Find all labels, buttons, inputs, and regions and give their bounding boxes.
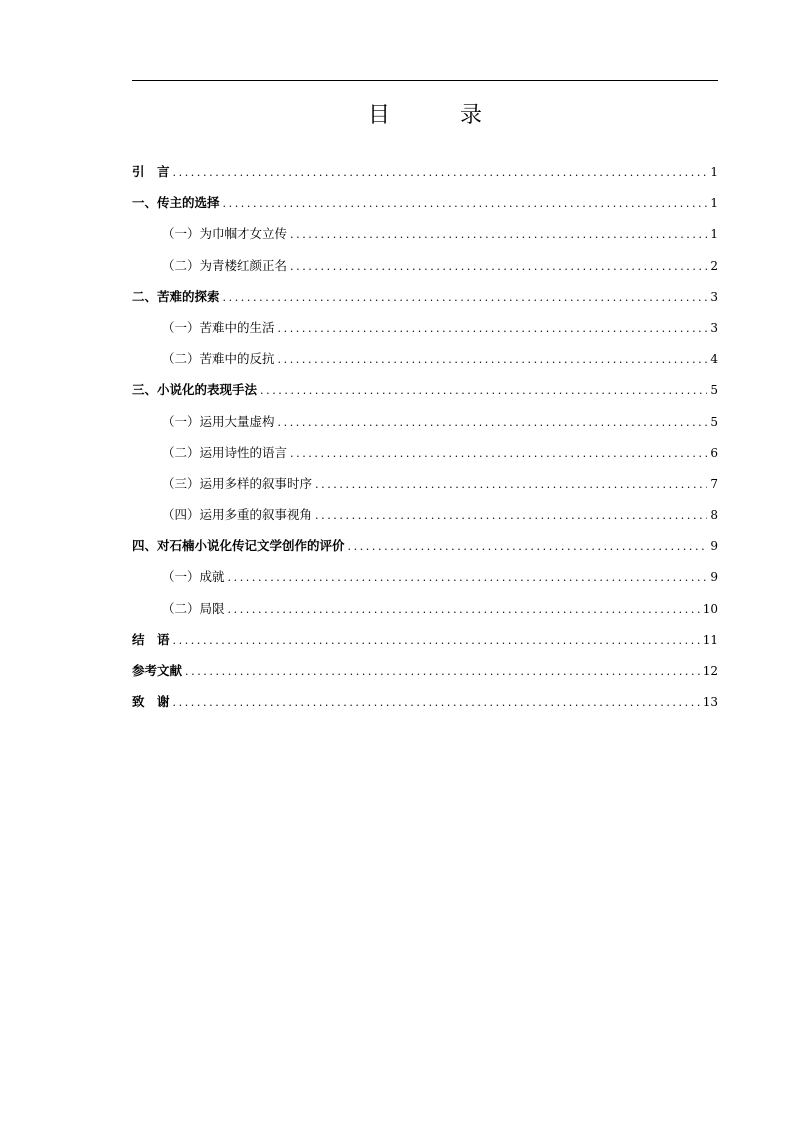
toc-entry-label: 结 语 bbox=[132, 631, 170, 647]
toc-entry-page: 8 bbox=[710, 508, 718, 523]
toc-entry[interactable] bbox=[132, 224, 718, 255]
toc-entry[interactable] bbox=[132, 287, 718, 318]
toc-entry[interactable] bbox=[132, 692, 718, 723]
toc-entry-label: 一、传主的选择 bbox=[132, 195, 220, 211]
toc-entry-label: 四、对石楠小说化传记文学创作的评价 bbox=[132, 538, 345, 554]
toc-entry-label: 引 言 bbox=[132, 164, 170, 179]
toc-entry-page: 7 bbox=[710, 476, 718, 491]
header-rule bbox=[132, 80, 718, 81]
toc-entry[interactable] bbox=[132, 567, 718, 598]
toc-entry-page: 5 bbox=[710, 414, 718, 429]
dot-leader bbox=[348, 537, 708, 557]
toc-entry-page: 2 bbox=[710, 258, 718, 273]
toc-entry[interactable] bbox=[132, 318, 718, 349]
dot-leader bbox=[278, 319, 708, 339]
toc-entry-page: 9 bbox=[710, 539, 718, 554]
toc-entry-page: 1 bbox=[710, 227, 718, 242]
toc-entry-page: 9 bbox=[710, 570, 718, 585]
toc-entry-label: 致 谢 bbox=[132, 694, 170, 710]
dot-leader bbox=[185, 662, 700, 682]
toc-entry-page: 3 bbox=[710, 320, 718, 335]
toc-entry-label: （四）运用多重的叙事视角 bbox=[162, 507, 313, 523]
toc-entry-label: 三、小说化的表现手法 bbox=[132, 382, 258, 398]
toc-entry-page: 4 bbox=[710, 352, 718, 367]
dot-leader bbox=[315, 475, 707, 495]
toc-entry[interactable] bbox=[132, 412, 718, 443]
toc-entry[interactable] bbox=[132, 661, 718, 692]
dot-leader bbox=[228, 600, 700, 620]
dot-leader bbox=[228, 568, 708, 588]
toc-entry-page: 10 bbox=[702, 601, 718, 616]
toc-entry[interactable] bbox=[132, 349, 718, 380]
toc-entry[interactable] bbox=[132, 256, 718, 287]
toc-entry-label: （二）苦难中的反抗 bbox=[162, 351, 275, 367]
dot-leader bbox=[223, 288, 708, 308]
toc-entry-label: （一）苦难中的生活 bbox=[162, 319, 275, 335]
toc-entry-page: 1 bbox=[710, 196, 718, 211]
dot-leader bbox=[278, 350, 708, 370]
dot-leader bbox=[290, 225, 707, 245]
toc-entry[interactable] bbox=[132, 599, 718, 630]
toc-entry[interactable] bbox=[132, 505, 718, 536]
toc-entry-label: （一）运用大量虚构 bbox=[162, 413, 275, 429]
toc-entry-page: 1 bbox=[710, 165, 718, 179]
toc-entry[interactable] bbox=[132, 193, 718, 224]
toc-entry-page: 3 bbox=[710, 289, 718, 304]
table-of-contents bbox=[132, 162, 718, 723]
toc-entry-page: 12 bbox=[702, 664, 718, 678]
dot-leader bbox=[260, 381, 707, 401]
toc-entry[interactable] bbox=[132, 630, 718, 661]
toc-entry-page: 13 bbox=[702, 695, 718, 710]
toc-entry[interactable] bbox=[132, 162, 718, 193]
dot-leader bbox=[278, 413, 708, 433]
dot-leader bbox=[173, 163, 708, 183]
dot-leader bbox=[290, 444, 707, 464]
toc-entry[interactable] bbox=[132, 380, 718, 411]
toc-entry[interactable] bbox=[132, 443, 718, 474]
toc-entry-label: （二）为青楼红颜正名 bbox=[162, 257, 288, 273]
toc-entry-label: （一）为巾帼才女立传 bbox=[162, 226, 288, 242]
toc-entry[interactable] bbox=[132, 474, 718, 505]
toc-entry-label: （一）成就 bbox=[162, 569, 225, 585]
page-title: 目 录 bbox=[367, 103, 506, 128]
dot-leader bbox=[223, 194, 708, 214]
toc-entry-page: 6 bbox=[710, 445, 718, 460]
toc-entry-label: （二）局限 bbox=[162, 600, 225, 616]
dot-leader bbox=[173, 693, 700, 713]
toc-entry-label: （三）运用多样的叙事时序 bbox=[162, 475, 313, 491]
toc-entry-page: 5 bbox=[710, 383, 718, 398]
toc-entry-page: 11 bbox=[702, 632, 718, 647]
dot-leader bbox=[290, 257, 707, 277]
dot-leader bbox=[315, 506, 707, 526]
toc-entry-label: 二、苦难的探索 bbox=[132, 288, 220, 304]
toc-entry[interactable] bbox=[132, 536, 718, 567]
dot-leader bbox=[173, 631, 700, 651]
toc-entry-label: 参考文献 bbox=[132, 663, 183, 678]
toc-entry-label: （二）运用诗性的语言 bbox=[162, 444, 288, 460]
